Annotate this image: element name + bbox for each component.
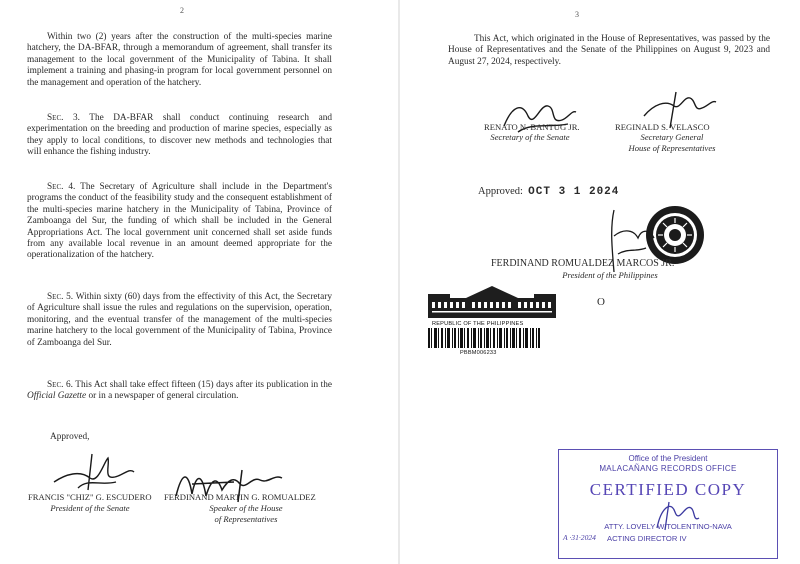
stamp-officer-title: ACTING DIRECTOR IV xyxy=(607,534,687,543)
stamp-records-office: MALACAÑANG RECORDS OFFICE xyxy=(599,464,737,473)
president-title: President of the Philippines xyxy=(562,270,658,280)
signatory-title-romualdez-2: of Representatives xyxy=(214,514,278,524)
paragraph-origin: This Act, which originated in the House of Representatives, was passed by the House of Representatives and the Senate of the Philippines on August 9, 2023 and August 27, 2024, respectively. xyxy=(448,34,770,67)
approved-label-right: Approved: xyxy=(478,186,523,197)
stamp-officer: ATTY. LOVELY W TOLENTINO-NAVA xyxy=(604,522,732,531)
stamp-certified-copy: CERTIFIED COPY xyxy=(589,480,747,499)
page-number-right: 3 xyxy=(575,10,579,19)
paragraph-sec-6: Sec. 6. This Act shall take effect fifteen (15) days after its publication in the Official Gazette or in a newspaper of general circulation. xyxy=(27,380,333,402)
signatory-title-escudero: President of the Senate xyxy=(50,503,130,513)
signatory-title-velasco-1: Secretary General xyxy=(640,132,704,142)
signatory-name-escudero: FRANCIS "CHIZ" G. ESCUDERO xyxy=(28,492,152,502)
mark-o: O xyxy=(597,296,605,308)
page-number-left: 2 xyxy=(180,6,184,15)
president-name: FERDINAND ROMUALDEZ MARCOS JR. xyxy=(491,258,675,269)
barcode-icon xyxy=(428,328,540,348)
signatory-name-romualdez: FERDINAND MARTIN G. ROMUALDEZ xyxy=(164,492,316,502)
official-gazette: Official Gazette xyxy=(27,391,87,402)
paragraph-hatchery-transfer: Within two (2) years after the construction of the multi-species marine hatchery, the DA-BFAR, through a memorandum of agreement, shall transfer its management to the local government of the Municipality of Tabina. It shall implement a training and phasing-in program for local government personnel on the management and operation of the hatchery. xyxy=(27,32,332,88)
certified-copy-stamp xyxy=(558,449,778,559)
signatory-title-bantug: Secretary of the Senate xyxy=(490,132,570,142)
barcode-code: PBBM006233 xyxy=(460,350,497,356)
paragraph-sec-5: Sec. 5. Within sixty (60) days from the effectivity of this Act, the Secretary of Agriculture shall issue the rules and regulations on the supervision, operation, monitoring, and the eventual transfer of the management of the multi-species marine hatchery to the local government of the Municipality of Tabina, Province of Zamboanga del Sur. xyxy=(27,292,332,348)
page-left xyxy=(0,0,398,564)
paragraph-sec-4: Sec. 4. The Secretary of Agriculture shall include in the Department's programs the conduct of the feasibility study and the consequent establishment of the multi-species marine hatchery in the Municipality of Tabina, Province of Zamboanga del Sur, the funding of which shall be included in the General Appropriations Act. The local government unit concerned shall set aside funds from any available local revenue in an amount deemed appropriate for the operationalization of the hatchery. xyxy=(27,182,332,261)
section-4-lead: Sec. 4. xyxy=(47,182,76,192)
section-3-lead: Sec. 3. xyxy=(47,113,80,123)
stamp-handwritten-date: A ·31·2024 xyxy=(563,533,596,542)
republic-label: REPUBLIC OF THE PHILIPPINES xyxy=(432,321,524,327)
approved-line xyxy=(478,186,778,198)
signatory-title-romualdez-1: Speaker of the House xyxy=(209,503,283,513)
signatory-name-velasco: REGINALD S. VELASCO xyxy=(615,122,710,132)
stamp-office: Office of the President xyxy=(628,454,708,463)
signatory-name-bantug: RENATO N. BANTUG JR. xyxy=(484,122,580,132)
malacanang-palace-icon xyxy=(426,284,558,320)
section-5-lead: Sec. 5. xyxy=(47,292,74,302)
signature-escudero xyxy=(48,452,138,494)
approved-label-left: Approved, xyxy=(50,432,90,442)
signatory-title-velasco-2: House of Representatives xyxy=(628,143,716,153)
paragraph-sec-3: Sec. 3. The DA-BFAR shall conduct continuing research and experimentation on the breeding and production of marine species, especially as they apply to local conditions, to discover new methods and technologies that will enhance the fishing industry. xyxy=(27,113,332,158)
approved-date: OCT 3 1 2024 xyxy=(528,186,620,198)
section-6-lead: Sec. 6. xyxy=(47,380,73,390)
